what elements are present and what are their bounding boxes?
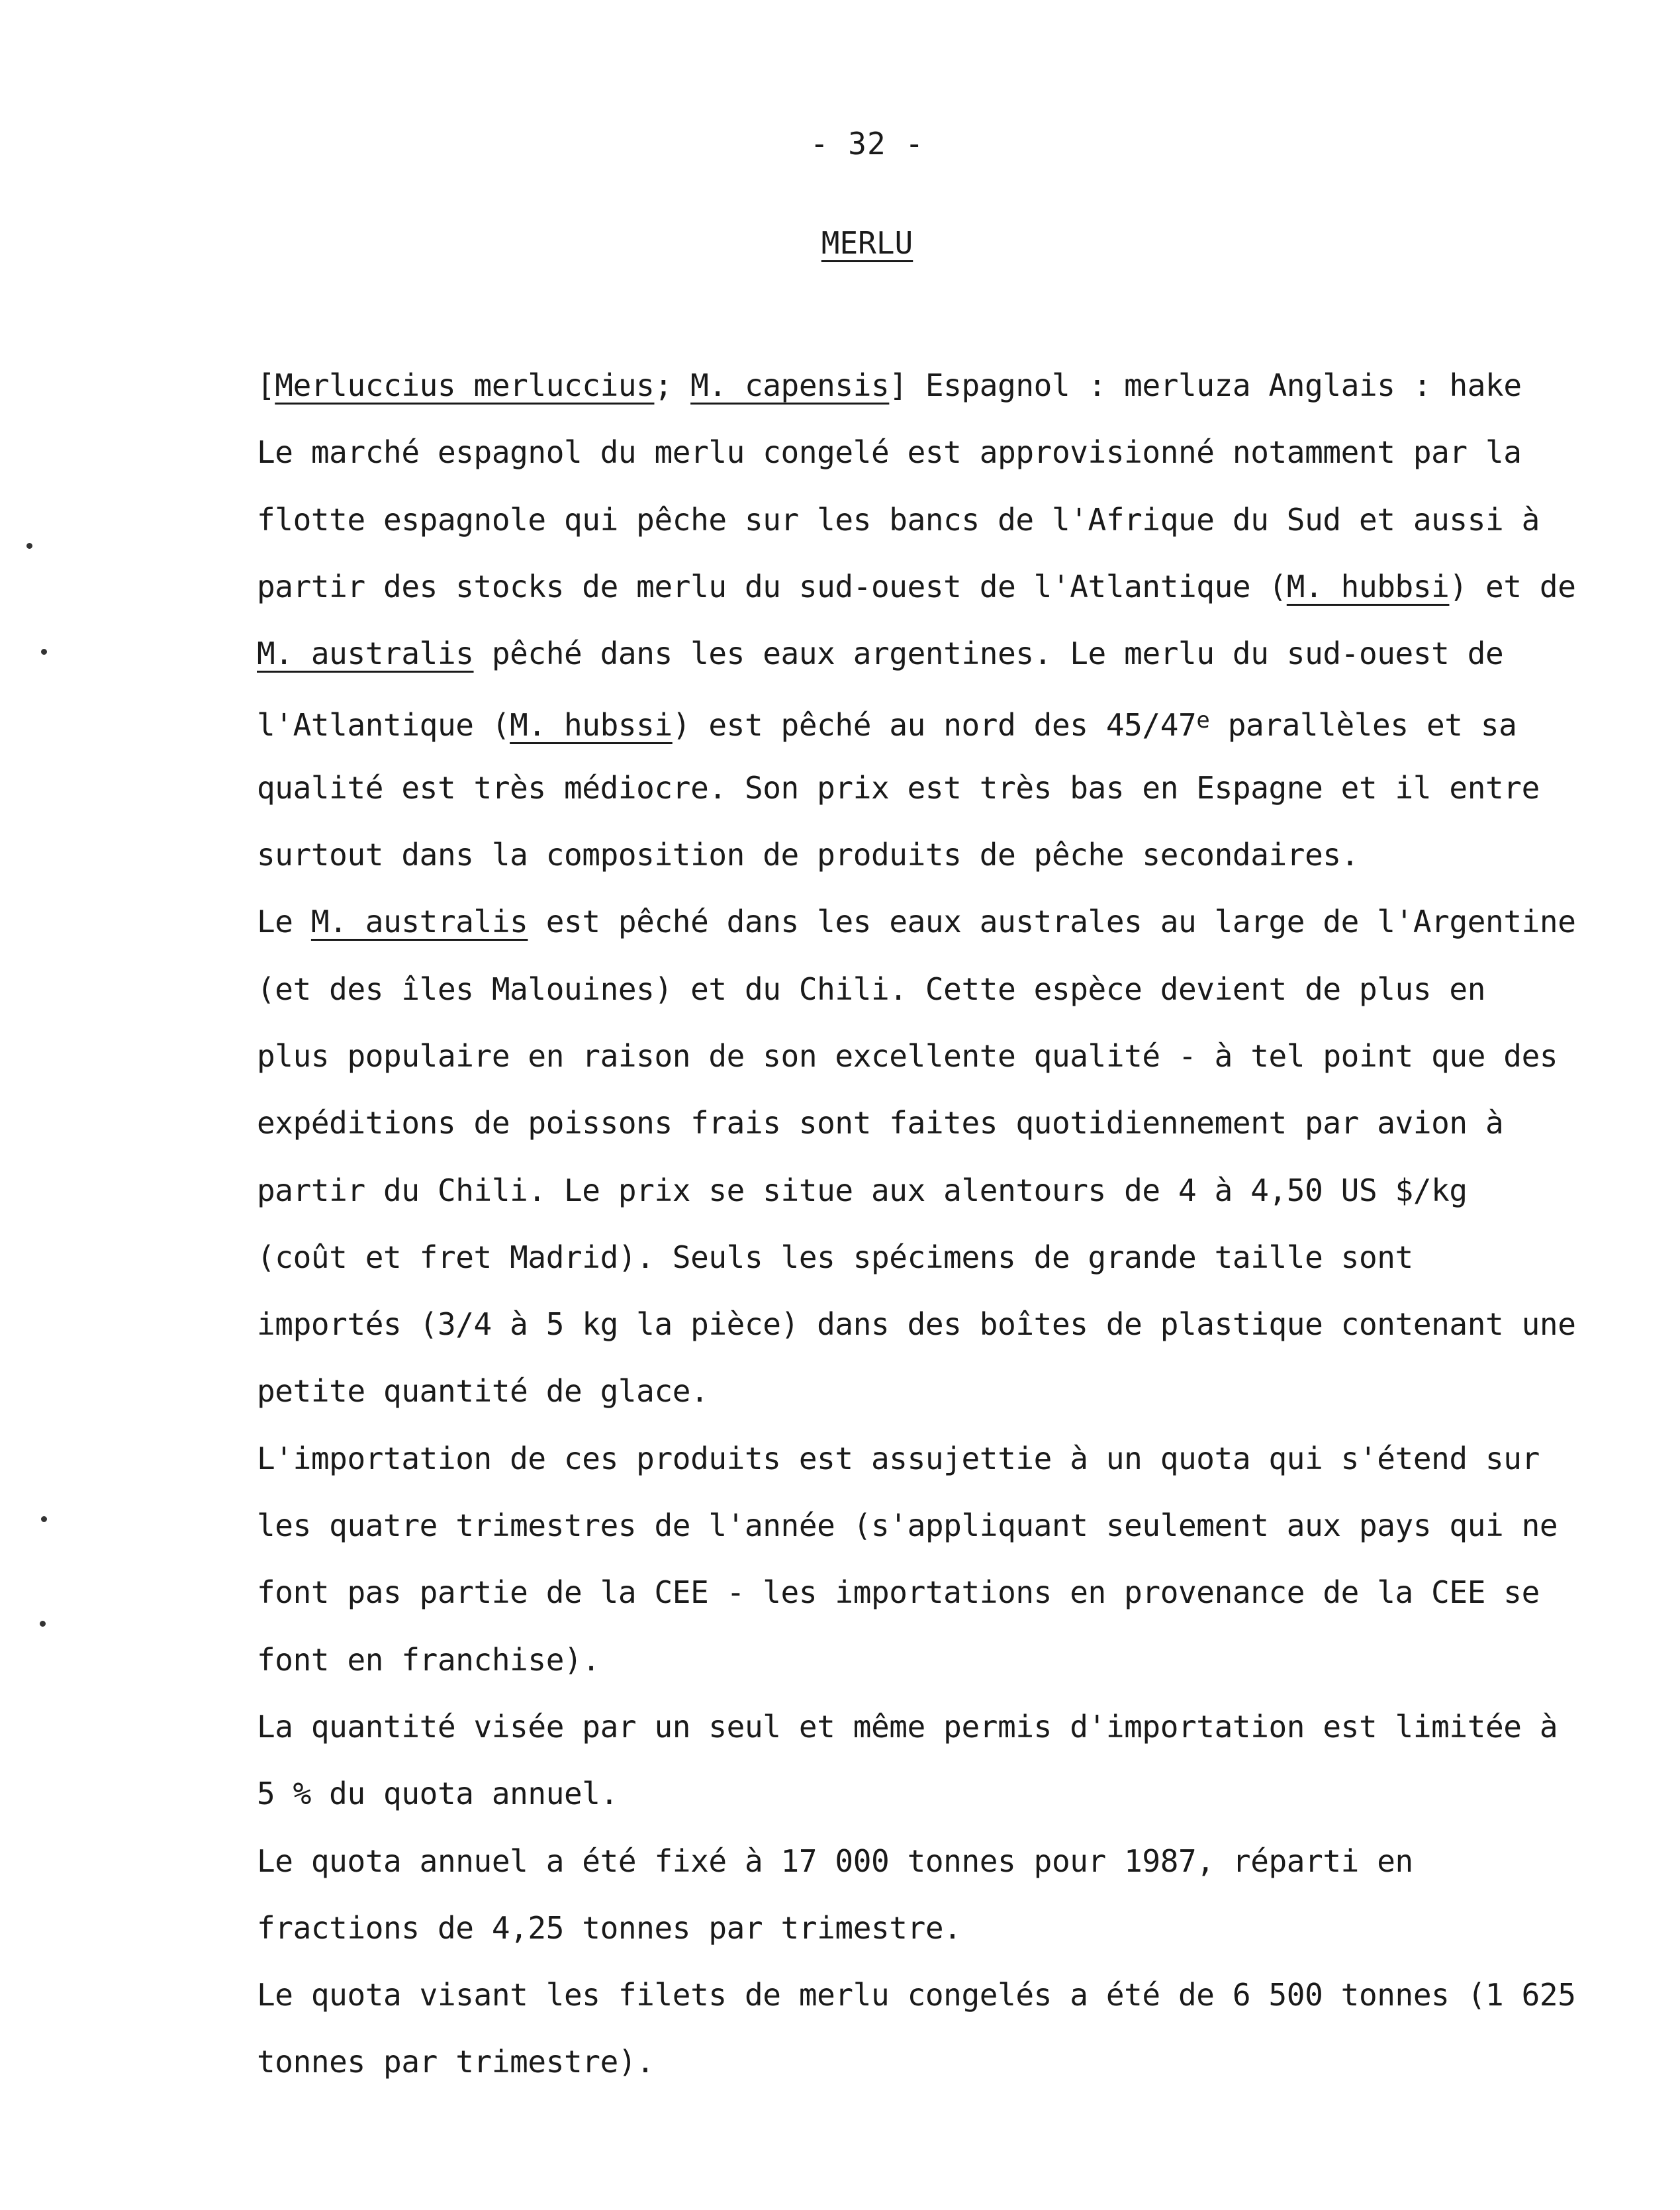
text-line: partir des stocks de merlu du sud-ouest de l'Atlantique (M. hubbsi) et de: [257, 568, 1576, 604]
text-line: font pas partie de la CEE - les importations en provenance de la CEE se: [257, 1574, 1540, 1611]
text-line: (coût et fret Madrid). Seuls les spécimens de grande taille sont: [257, 1239, 1413, 1275]
text-line: 5 % du quota annuel.: [257, 1776, 618, 1812]
text-line: La quantité visée par un seul et même permis d'importation est limitée à: [257, 1708, 1558, 1745]
text-line: fractions de 4,25 tonnes par trimestre.: [257, 1909, 962, 1946]
species-name: M. australis: [310, 904, 528, 940]
text-line: qualité est très médiocre. Son prix est très bas en Espagne et il entre: [257, 769, 1540, 806]
text-line: Le quota annuel a été fixé à 17 000 tonnes pour 1987, réparti en: [257, 1843, 1413, 1879]
text-line: Le quota visant les filets de merlu congelés a été de 6 500 tonnes (1 625: [257, 1977, 1576, 2013]
text-line: petite quantité de glace.: [257, 1373, 709, 1410]
text-line: l'Atlantique (M. hubssi) est pêché au nord des 45/47e parallèles et sa: [257, 707, 1517, 744]
section-title: [0, 225, 1680, 261]
body-text: [257, 352, 1576, 2096]
text-line: surtout dans la composition de produits de pêche secondaires.: [257, 837, 1359, 873]
scan-speck: [40, 1621, 46, 1627]
species-name: M. capensis: [690, 367, 890, 403]
text-line: font en franchise).: [257, 1641, 600, 1678]
text-line: importés (3/4 à 5 kg la pièce) dans des boîtes de plastique contenant une: [257, 1306, 1576, 1343]
section-title-text: MERLU: [821, 225, 913, 261]
text-line: les quatre trimestres de l'année (s'appliquant seulement aux pays qui ne: [257, 1508, 1558, 1544]
text-line: Le M. australis est pêché dans les eaux australes au large de l'Argentine: [257, 904, 1576, 940]
text-line: plus populaire en raison de son excellente qualité - à tel point que des: [257, 1037, 1558, 1074]
scan-speck: [26, 543, 32, 549]
text-line: [Merluccius merluccius; M. capensis] Espagnol : merluza Anglais : hake: [257, 367, 1522, 403]
scan-speck: [41, 1516, 47, 1522]
text-line: M. australis pêché dans les eaux argentines. Le merlu du sud-ouest de: [257, 636, 1504, 672]
text-line: partir du Chili. Le prix se situe aux alentours de 4 à 4,50 US $/kg: [257, 1172, 1468, 1208]
species-name: M. australis: [257, 636, 474, 672]
species-name: M. hubssi: [510, 707, 673, 744]
text-line: tonnes par trimestre).: [257, 2044, 655, 2080]
text-line: flotte espagnole qui pêche sur les bancs de l'Afrique du Sud et aussi à: [257, 501, 1540, 538]
scan-speck: [41, 649, 47, 655]
text-line: L'importation de ces produits est assujettie à un quota qui s'étend sur: [257, 1440, 1540, 1476]
text-line: Le marché espagnol du merlu congelé est approvisionné notamment par la: [257, 434, 1522, 471]
species-name: Merluccius merluccius: [275, 367, 655, 403]
text-line: expéditions de poissons frais sont faites quotidiennement par avion à: [257, 1105, 1504, 1141]
page-number: - 32 -: [810, 126, 925, 162]
species-name: M. hubbsi: [1286, 568, 1450, 604]
text-line: (et des îles Malouines) et du Chili. Cette espèce devient de plus en: [257, 971, 1486, 1007]
superscript: e: [1196, 707, 1210, 734]
